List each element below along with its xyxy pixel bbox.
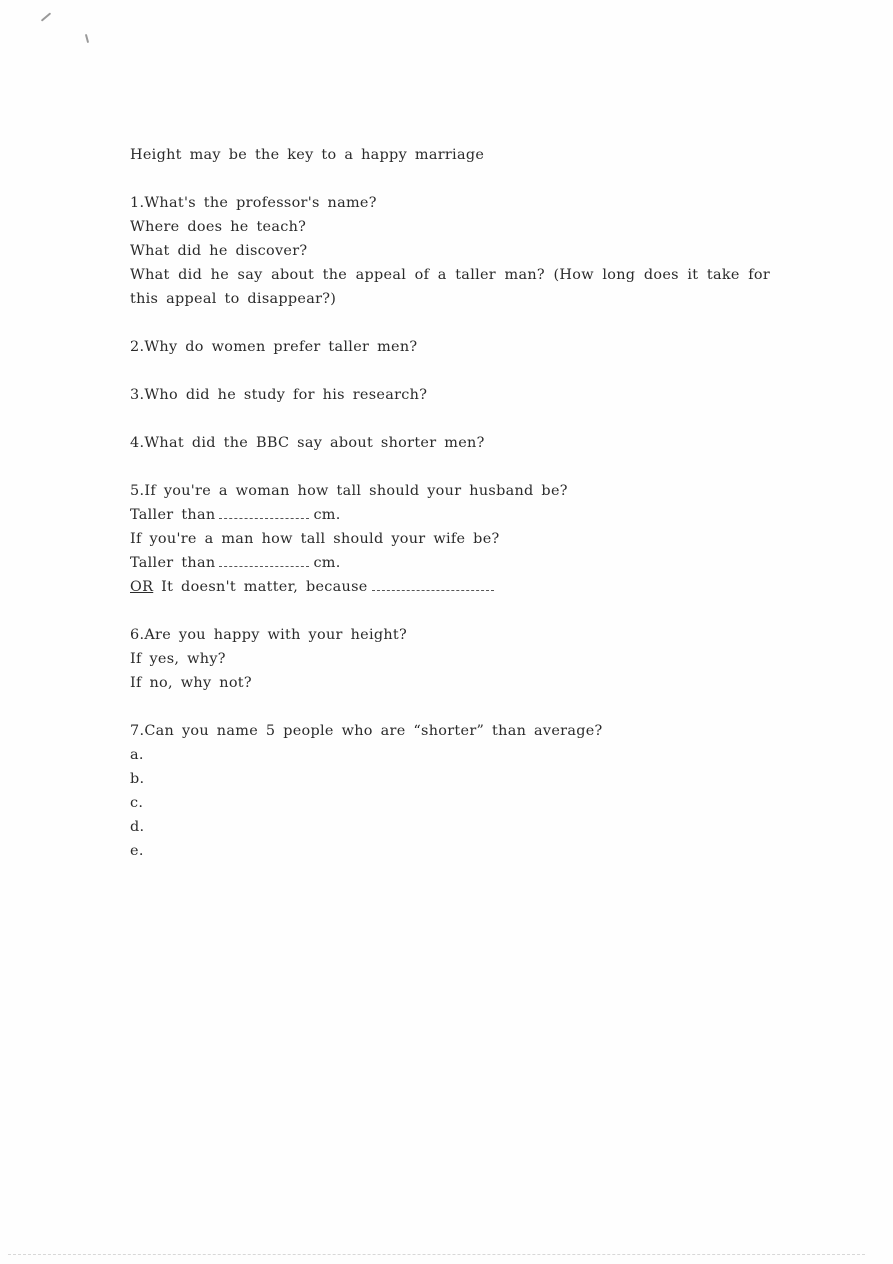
reason-blank[interactable]	[372, 580, 494, 591]
spacer	[130, 455, 770, 479]
list-item: a.	[130, 747, 144, 763]
scan-speck	[85, 34, 89, 43]
worksheet-content	[130, 143, 770, 863]
cm-unit-label: cm.	[313, 507, 341, 523]
husband-height-blank[interactable]	[219, 508, 309, 519]
list-item: e.	[130, 843, 144, 859]
spacer	[130, 167, 770, 191]
q6-line-1: 6.Are you happy with your height?	[130, 627, 408, 643]
list-item: d.	[130, 819, 145, 835]
wife-height-blank[interactable]	[219, 556, 309, 567]
question-2: 2.Why do women prefer taller men?	[130, 339, 418, 355]
question-6	[130, 623, 770, 695]
question-5	[130, 479, 770, 599]
q1-line-2: Where does he teach?	[130, 219, 307, 235]
question-1	[130, 191, 770, 311]
list-item: c.	[130, 795, 144, 811]
q6-line-3: If no, why not?	[130, 675, 252, 691]
q1-line-4: What did he say about the appeal of a taller man? (How long does it take for this appeal to disappear?)	[130, 267, 770, 307]
list-item: b.	[130, 771, 145, 787]
spacer	[130, 599, 770, 623]
q1-line-3: What did he discover?	[130, 243, 308, 259]
q5-wife-height-row	[130, 551, 770, 575]
scan-speck	[41, 12, 51, 21]
question-4: 4.What did the BBC say about shorter men?	[130, 435, 485, 451]
taller-than-label: Taller than	[130, 507, 216, 523]
q6-line-2: If yes, why?	[130, 651, 226, 667]
spacer	[130, 695, 770, 719]
or-word: OR	[130, 579, 154, 595]
spacer	[130, 311, 770, 335]
cm-unit-label: cm.	[313, 555, 341, 571]
scan-edge-line	[8, 1254, 865, 1255]
question-3: 3.Who did he study for his research?	[130, 387, 428, 403]
taller-than-label: Taller than	[130, 555, 216, 571]
spacer	[130, 407, 770, 431]
q7-line-1: 7.Can you name 5 people who are “shorter” than average?	[130, 723, 603, 739]
question-7	[130, 719, 770, 863]
or-reason-text: It doesn't matter, because	[161, 579, 368, 595]
q5-or-row	[130, 575, 770, 599]
q5-husband-height-row	[130, 503, 770, 527]
q1-line-1: 1.What's the professor's name?	[130, 195, 377, 211]
q5-line-3: If you're a man how tall should your wife be?	[130, 531, 500, 547]
q5-line-1: 5.If you're a woman how tall should your husband be?	[130, 483, 568, 499]
spacer	[130, 359, 770, 383]
worksheet-title: Height may be the key to a happy marriage	[130, 147, 485, 163]
